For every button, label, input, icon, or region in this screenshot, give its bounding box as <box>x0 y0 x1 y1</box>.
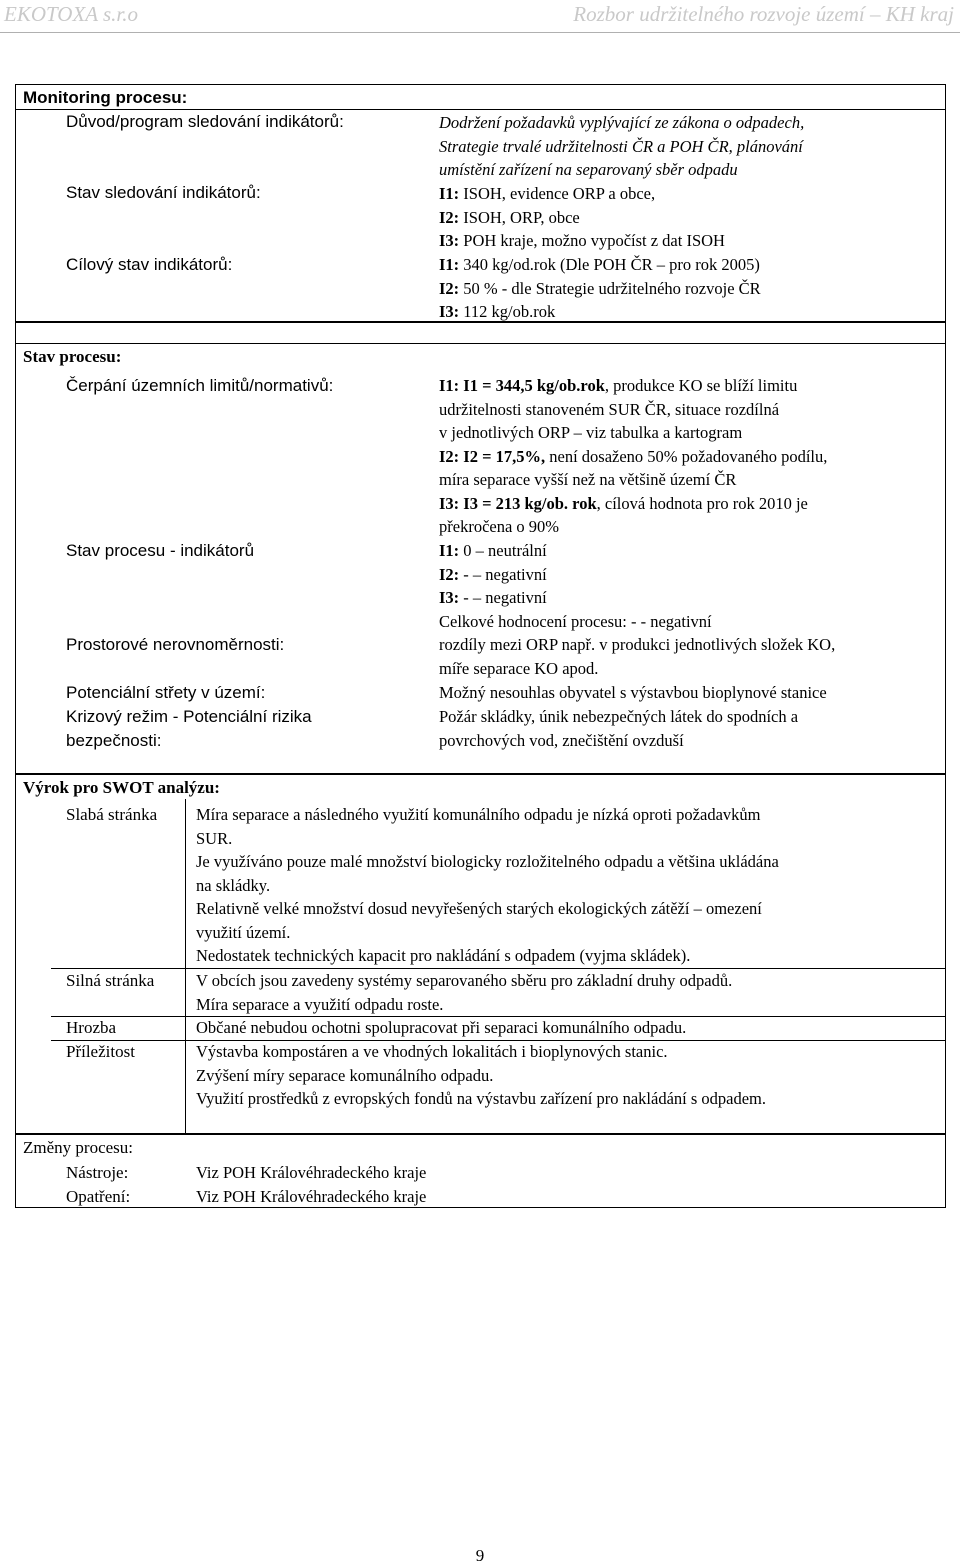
swot-value-strength <box>196 969 916 1016</box>
text-line: I3: - – negativní <box>439 588 547 607</box>
text-line: Relativně velké množství dosud nevyřešených starých ekologických zátěží – omezení <box>196 899 762 918</box>
text-line: I1: 0 – neutrální <box>439 541 547 560</box>
changes-label-measures: Opatření: <box>66 1187 131 1206</box>
changes-title: Změny procesu: <box>23 1138 133 1157</box>
text-line: I2: 50 % - dle Strategie udržitelného rozvoje ČR <box>439 278 761 298</box>
text-line: udržitelnosti stanoveném SUR ČR, situace rozdílná <box>439 399 780 419</box>
text-line: překročena o 90% <box>439 517 560 536</box>
text-line: I1: ISOH, evidence ORP a obce, <box>439 184 656 203</box>
monitoring-label-reason: Důvod/program sledování indikátorů: <box>66 112 344 131</box>
text-line: I3: I3 = 213 kg/ob. rok, cílová hodnota pro rok 2010 je <box>439 493 808 513</box>
text-line: I3: 112 kg/ob.rok <box>439 302 556 322</box>
text-line: Je využíváno pouze malé množství biologicky rozložitelného odpadu a většina ukládána <box>196 852 779 871</box>
text-line: I2: - – negativní <box>439 564 547 584</box>
process-state-label-limits: Čerpání územních limitů/normativů: <box>66 376 334 395</box>
swot-label-strength: Silná stránka <box>66 971 155 990</box>
text-line: Strategie trvalé udržitelnosti ČR a POH ČR, plánování <box>439 136 803 156</box>
text-line: na skládky. <box>196 875 271 895</box>
swot-column-divider <box>185 799 186 1133</box>
text-line: Občané nebudou ochotni spolupracovat při separaci komunálního odpadu. <box>196 1018 687 1037</box>
process-state-value-indicators <box>439 539 939 633</box>
text-line: Výstavba kompostáren a ve vhodných lokalitách i bioplynových stanic. <box>196 1042 668 1061</box>
changes-section <box>15 1134 946 1208</box>
monitoring-label-state: Stav sledování indikátorů: <box>66 183 261 202</box>
changes-label-tools: Nástroje: <box>66 1163 129 1182</box>
text-line: povrchových vod, znečištění ovzduší <box>439 730 684 750</box>
swot-label-weakness: Slabá stránka <box>66 805 158 824</box>
text-line: Možný nesouhlas obyvatel s výstavbou bioplynové stanice <box>439 683 827 702</box>
text-line: Nedostatek technických kapacit pro nakládání s odpadem (vyjma skládek). <box>196 946 691 965</box>
process-state-label-crisis: Krizový režim - Potenciální rizika <box>66 707 312 726</box>
monitoring-value-target <box>439 253 939 324</box>
monitoring-value-reason <box>439 111 939 182</box>
text-line: I1: 340 kg/od.rok (Dle POH ČR – pro rok 2005) <box>439 255 760 274</box>
page-header <box>0 0 960 34</box>
text-line: I1: I1 = 344,5 kg/ob.rok, produkce KO se blíží limitu <box>439 376 798 395</box>
text-line: I2: I2 = 17,5%, není dosaženo 50% požadovaného podílu, <box>439 446 828 466</box>
process-state-value-conflicts <box>439 681 939 705</box>
process-state-top-rule <box>16 343 945 344</box>
process-state-label-indicators: Stav procesu - indikátorů <box>66 541 255 560</box>
changes-value-tools: Viz POH Královéhradeckého kraje <box>196 1163 427 1182</box>
text-line: rozdíly mezi ORP např. v produkci jednotlivých složek KO, <box>439 635 836 654</box>
header-rule <box>0 32 960 33</box>
monitoring-title: Monitoring procesu: <box>23 88 188 107</box>
text-line: I2: ISOH, ORP, obce <box>439 207 580 227</box>
process-state-label-spatial: Prostorové nerovnoměrnosti: <box>66 635 285 654</box>
monitoring-label-target: Cílový stav indikátorů: <box>66 255 233 274</box>
changes-value-measures: Viz POH Královéhradeckého kraje <box>196 1187 427 1206</box>
process-state-label-crisis-2: bezpečnosti: <box>66 731 162 750</box>
swot-value-opportunity <box>196 1040 916 1111</box>
text-line: míře separace KO apod. <box>439 658 599 678</box>
page-number: 9 <box>475 1546 485 1565</box>
text-line: Míra separace a následného využití komunálního odpadu je nízká oproti požadavkům <box>196 805 761 824</box>
text-line: V obcích jsou zavedeny systémy separovaného sběru pro základní druhy odpadů. <box>196 971 733 990</box>
swot-section <box>15 774 946 1134</box>
process-state-section <box>15 322 946 774</box>
text-line: Dodržení požadavků vyplývající ze zákona o odpadech, <box>439 113 805 132</box>
text-line: SUR. <box>196 828 233 848</box>
text-line: využití území. <box>196 922 291 942</box>
text-line: Požár skládky, únik nebezpečných látek do spodních a <box>439 707 799 726</box>
swot-title: Výrok pro SWOT analýzu: <box>23 778 220 797</box>
header-company: EKOTOXA s.r.o <box>4 2 139 26</box>
text-line: v jednotlivých ORP – viz tabulka a kartogram <box>439 423 743 442</box>
text-line: Využití prostředků z evropských fondů na výstavbu zařízení pro nakládání s odpadem. <box>196 1089 767 1108</box>
monitoring-section <box>15 84 946 322</box>
process-state-value-limits <box>439 374 939 539</box>
swot-value-weakness <box>196 803 916 968</box>
monitoring-value-state <box>439 182 939 253</box>
header-document-title: Rozbor udržitelného rozvoje území – KH kraj <box>573 2 954 26</box>
swot-value-threat <box>196 1016 916 1040</box>
text-line: Celkové hodnocení procesu: - - negativní <box>439 611 712 631</box>
swot-label-opportunity: Příležitost <box>66 1042 135 1061</box>
text-line: míra separace vyšší než na většině území ČR <box>439 470 737 489</box>
text-line: Míra separace a využití odpadu roste. <box>196 994 444 1014</box>
text-line: umístění zařízení na separovaný sběr odpadu <box>439 160 738 180</box>
process-state-label-conflicts: Potenciální střety v území: <box>66 683 266 702</box>
process-state-value-spatial <box>439 633 939 680</box>
swot-label-threat: Hrozba <box>66 1018 117 1037</box>
text-line: Zvýšení míry separace komunálního odpadu. <box>196 1065 494 1085</box>
process-state-title: Stav procesu: <box>23 347 122 366</box>
text-line: I3: POH kraje, možno vypočíst z dat ISOH <box>439 231 725 251</box>
process-state-value-crisis <box>439 705 939 752</box>
